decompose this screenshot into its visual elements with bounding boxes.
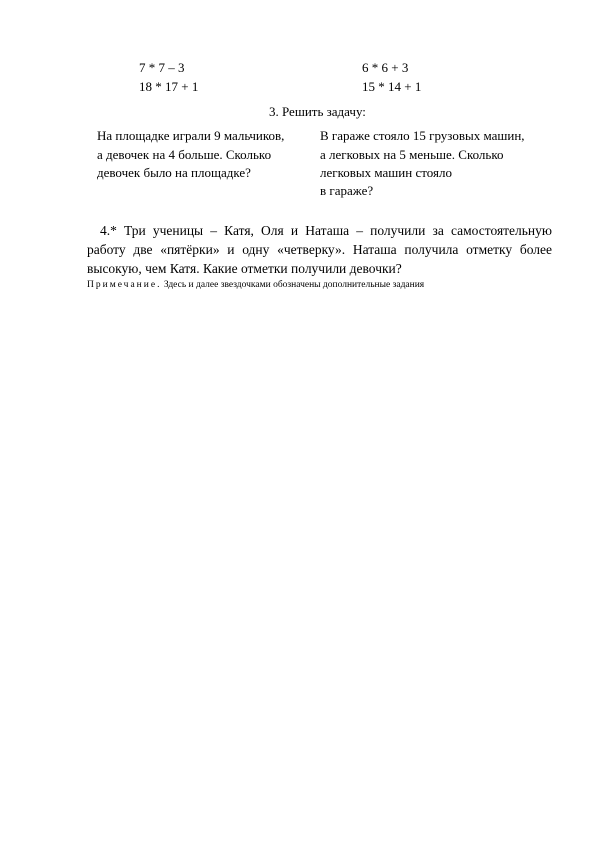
task4-line-1: 4.* Три ученицы – Катя, Оля и Наташа – получили за самостоятельную bbox=[100, 223, 552, 238]
footnote-label: Примечание. bbox=[87, 280, 162, 290]
task3-right-line-3: легковых машин стояло bbox=[320, 165, 452, 180]
task3-left-line-2: а девочек на 4 больше. Сколько bbox=[97, 147, 272, 162]
footnote-text: Здесь и далее звездочками обозначены дополнительные задания bbox=[161, 280, 425, 290]
task3-left-line-3: девочек было на площадке? bbox=[97, 165, 251, 180]
task3-right-line-4: в гараже? bbox=[320, 183, 374, 198]
task4-line-2: работу две «пятёрки» и одну «четверку». Наташа получила отметку более bbox=[87, 242, 552, 257]
expression-right-1: 6 * 6 + 3 bbox=[362, 60, 409, 75]
task3-heading: 3. Решить задачу: bbox=[269, 104, 366, 119]
expression-right-2: 15 * 14 + 1 bbox=[362, 79, 422, 94]
task4-line-3: высокую, чем Катя. Какие отметки получили девочки? bbox=[87, 261, 402, 276]
task3-right-line-1: В гараже стояло 15 грузовых машин, bbox=[320, 128, 525, 143]
expression-left-2: 18 * 17 + 1 bbox=[139, 79, 199, 94]
task3-right-line-2: а легковых на 5 меньше. Сколько bbox=[320, 147, 504, 162]
task3-left-line-1: На площадке играли 9 мальчиков, bbox=[97, 128, 285, 143]
expression-left-1: 7 * 7 – 3 bbox=[139, 60, 185, 75]
footnote bbox=[87, 279, 424, 291]
